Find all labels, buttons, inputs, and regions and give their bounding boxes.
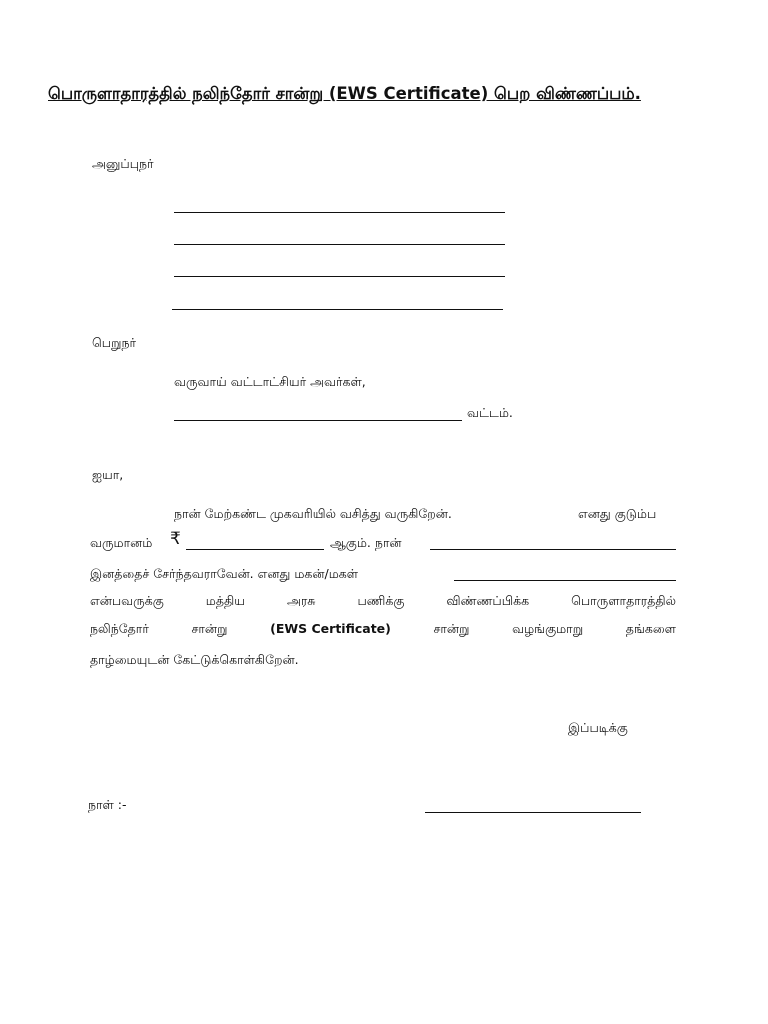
sender-address-line-3 xyxy=(174,276,505,277)
body-line-4-word: பொருளாதாரத்தில் xyxy=(571,593,676,608)
sender-address-line-4 xyxy=(172,309,503,310)
body-line-5-word: சான்று xyxy=(191,621,228,636)
page-title: பொருளாதாரத்தில் நலிந்தோர் சான்று (EWS Certificate) பெற விண்ணப்பம். xyxy=(48,84,641,103)
signature-blank-line xyxy=(425,812,641,813)
body-line-2a: வருமானம் xyxy=(90,535,153,550)
body-line-5-word: சான்று xyxy=(433,621,470,636)
sender-label: அனுப்புநர் xyxy=(92,156,154,171)
body-line-3a: இனத்தைச் சேர்ந்தவராவேன். எனது மகன்/மகள் xyxy=(90,566,359,581)
body-line-4-word: பணிக்கு xyxy=(357,593,405,608)
body-line-2b: ஆகும். நான் xyxy=(330,535,402,550)
closing: இப்படிக்கு xyxy=(568,720,628,735)
receiver-line-1: வருவாய் வட்டாட்சியர் அவர்கள், xyxy=(174,374,366,389)
sender-address-line-2 xyxy=(174,244,505,245)
body-line-4 xyxy=(90,593,676,610)
body-line-6: தாழ்மையுடன் கேட்டுக்கொள்கிறேன். xyxy=(90,652,299,667)
body-line-4-word: விண்ணப்பிக்க xyxy=(446,593,530,608)
body-line-1b: எனது குடும்ப xyxy=(578,506,657,521)
body-line-5-word: நலிந்தோர் xyxy=(90,621,149,636)
body-line-5 xyxy=(90,621,676,638)
body-line-4-word: அரசு xyxy=(286,593,316,608)
body-line-5-word: (EWS Certificate) xyxy=(270,621,391,636)
receiver-line-2-suffix: வட்டம். xyxy=(467,405,513,420)
child-name-blank-line xyxy=(454,580,676,581)
community-blank-line xyxy=(430,549,676,550)
rupee-symbol: ₹ xyxy=(170,529,181,549)
date-label: நாள் :- xyxy=(88,797,127,812)
salutation: ஐயா, xyxy=(92,467,124,482)
body-line-4-word: என்பவருக்கு xyxy=(90,593,164,608)
body-line-4-word: மத்திய xyxy=(205,593,245,608)
body-line-5-word: வழங்குமாறு xyxy=(512,621,584,636)
income-blank-line xyxy=(186,549,324,550)
taluk-blank-line xyxy=(174,420,462,421)
receiver-label: பெறுநர் xyxy=(92,335,137,350)
body-line-1a: நான் மேற்கண்ட முகவரியில் வசித்து வருகிறேன். xyxy=(174,506,452,521)
sender-address-line-1 xyxy=(174,212,505,213)
body-line-5-word: தங்களை xyxy=(625,621,676,636)
